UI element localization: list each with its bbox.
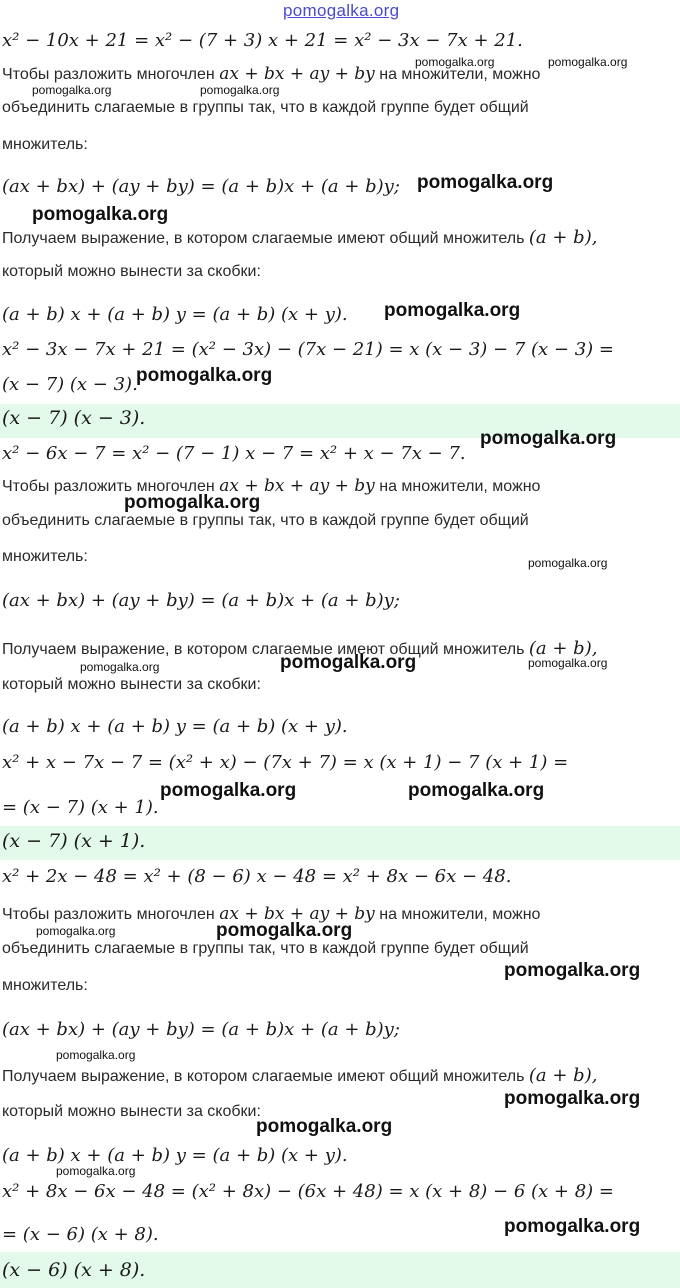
group-line-3: объединить слагаемые в группы так, что в каждой группе будет общий: [2, 940, 529, 957]
intro-line-2: [2, 476, 540, 496]
site-header-link[interactable]: pomogalka.org: [283, 1, 400, 20]
factored-formula-3: (a + b) x + (a + b) y = (a + b) (x + y).: [2, 1145, 348, 1166]
grouping-formula-3: (ax + bx) + (ay + by) = (a + b)x + (a + b)y;: [2, 1019, 400, 1040]
watermark: pomogalka.org: [528, 556, 608, 570]
intro-expression: ax + bx + ay + by: [219, 476, 375, 496]
intro-tail: на множители, можно: [379, 66, 541, 83]
answer-2: (x − 7) (x + 1).: [2, 830, 146, 852]
group-line-1: объединить слагаемые в группы так, что в каждой группе будет общий: [2, 99, 529, 116]
result-text: Получаем выражение, в котором слагаемые имеют общий множитель: [2, 230, 525, 247]
watermark: pomogalka.org: [528, 656, 608, 670]
solution-1-line-1: x² − 3x − 7x + 21 = (x² − 3x) − (7x − 21) = x (x − 3) − 7 (x − 3) =: [2, 339, 614, 360]
multiplier-label-2: множитель:: [2, 548, 88, 565]
watermark: pomogalka.org: [504, 1088, 641, 1109]
bracket-line-3: который можно вынести за скобки:: [2, 1103, 261, 1120]
intro-text: Чтобы разложить многочлен: [2, 66, 215, 83]
watermark: pomogalka.org: [160, 780, 297, 801]
expansion-3: x² + 2x − 48 = x² + (8 − 6) x − 48 = x² + 8x − 6x − 48.: [2, 866, 512, 887]
factored-formula-1: (a + b) x + (a + b) y = (a + b) (x + y).: [2, 304, 348, 325]
result-text: Получаем выражение, в котором слагаемые имеют общий множитель: [2, 641, 525, 658]
watermark: pomogalka.org: [417, 172, 554, 193]
watermark: pomogalka.org: [504, 1216, 641, 1237]
solution-3-line-1: x² + 8x − 6x − 48 = (x² + 8x) − (6x + 48) = x (x + 8) − 6 (x + 8) =: [2, 1181, 614, 1202]
watermark: pomogalka.org: [32, 204, 169, 225]
result-line-1: [2, 227, 597, 248]
watermark: pomogalka.org: [200, 83, 280, 97]
bracket-line-1: который можно вынести за скобки:: [2, 263, 261, 280]
result-line-3: [2, 1065, 597, 1086]
factored-formula-2: (a + b) x + (a + b) y = (a + b) (x + y).: [2, 716, 348, 737]
watermark: pomogalka.org: [56, 1048, 136, 1062]
grouping-formula-2: (ax + bx) + (ay + by) = (a + b)x + (a + b)y;: [2, 590, 400, 611]
intro-expression: ax + bx + ay + by: [219, 904, 375, 924]
result-text: Получаем выражение, в котором слагаемые имеют общий множитель: [2, 1068, 525, 1085]
intro-tail: на множители, можно: [379, 478, 541, 495]
watermark: pomogalka.org: [384, 300, 521, 321]
watermark: pomogalka.org: [136, 365, 273, 386]
watermark: pomogalka.org: [80, 660, 160, 674]
grouping-formula-1: (ax + bx) + (ay + by) = (a + b)x + (a + b)y;: [2, 176, 400, 197]
watermark: pomogalka.org: [36, 924, 116, 938]
expansion-1: x² − 10x + 21 = x² − (7 + 3) x + 21 = x² − 3x − 7x + 21.: [2, 30, 523, 51]
watermark: pomogalka.org: [280, 652, 417, 673]
intro-text: Чтобы разложить многочлен: [2, 478, 215, 495]
watermark: pomogalka.org: [504, 960, 641, 981]
watermark: pomogalka.org: [408, 780, 545, 801]
solution-1-line-2: (x − 7) (x − 3).: [2, 374, 138, 395]
watermark: pomogalka.org: [548, 55, 628, 69]
intro-text: Чтобы разложить многочлен: [2, 906, 215, 923]
result-factor: (a + b),: [528, 227, 598, 248]
multiplier-label-3: множитель:: [2, 977, 88, 994]
answer-1: (x − 7) (x − 3).: [2, 407, 146, 429]
answer-3: (x − 6) (x + 8).: [2, 1259, 146, 1281]
group-line-2: объединить слагаемые в группы так, что в каждой группе будет общий: [2, 512, 529, 529]
watermark: pomogalka.org: [32, 83, 112, 97]
intro-tail: на множители, можно: [379, 906, 541, 923]
solution-3-line-2: = (x − 6) (x + 8).: [2, 1224, 159, 1245]
result-factor: (a + b),: [528, 638, 598, 659]
intro-expression: ax + bx + ay + by: [219, 64, 375, 84]
bracket-line-2: который можно вынести за скобки:: [2, 676, 261, 693]
multiplier-label-1: множитель:: [2, 136, 88, 153]
watermark: pomogalka.org: [415, 55, 495, 69]
watermark: pomogalka.org: [124, 492, 261, 513]
expansion-2: x² − 6x − 7 = x² − (7 − 1) x − 7 = x² + x − 7x − 7.: [2, 443, 466, 464]
watermark: pomogalka.org: [216, 920, 353, 941]
watermark: pomogalka.org: [256, 1116, 393, 1137]
watermark: pomogalka.org: [56, 1164, 136, 1178]
solution-2-line-2: = (x − 7) (x + 1).: [2, 797, 159, 818]
solution-2-line-1: x² + x − 7x − 7 = (x² + x) − (7x + 7) = x (x + 1) − 7 (x + 1) =: [2, 752, 569, 773]
watermark: pomogalka.org: [480, 428, 617, 449]
result-factor: (a + b),: [528, 1065, 598, 1086]
